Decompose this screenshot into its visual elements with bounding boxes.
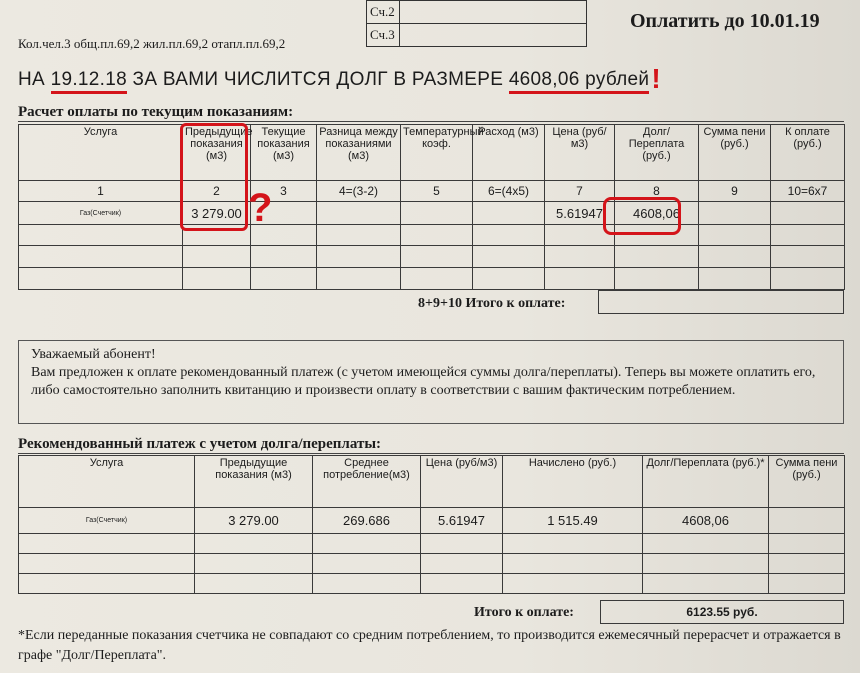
current-calc-table <box>18 124 845 290</box>
annotation-box-prev-reading <box>180 123 248 231</box>
debt-middle-text: ЗА ВАМИ ЧИСЛИТСЯ ДОЛГ В РАЗМЕРЕ <box>132 69 504 90</box>
table-row <box>19 246 845 268</box>
meter-label-3: Сч.3 <box>367 24 400 47</box>
current-calc-title: Расчет оплаты по текущим показаниям: <box>18 104 294 120</box>
header-row <box>19 125 845 181</box>
footnote: *Если переданные показания счетчика не совпадают со средним потреблением, то производится ежемесячный перерасчет и отражается в графе "Долг/Переплата". <box>18 628 841 663</box>
avg-consumption-cell: 269.686 <box>313 508 421 534</box>
col-header: Услуга <box>19 125 183 181</box>
penalty-cell <box>769 508 845 534</box>
meter-boxes <box>366 0 587 47</box>
col-number: 10=6x7 <box>771 181 845 202</box>
col-header: Сумма пени (руб.) <box>699 125 771 181</box>
col-header: Долг/Переплата (руб.)* <box>643 456 769 508</box>
household-info: Кол.чел.3 общ.пл.69,2 жил.пл.69,2 отапл.пл.69,2 <box>18 36 286 51</box>
col-header: Текущие показания (м3) <box>251 125 317 181</box>
recommended-title: Рекомендованный платеж с учетом долга/переплаты: <box>18 436 382 452</box>
col-header: Сумма пени (руб.) <box>769 456 845 508</box>
meter-label-2: Сч.2 <box>367 1 400 24</box>
recommended-table <box>18 455 845 594</box>
charged-cell: 1 515.49 <box>503 508 643 534</box>
col-number: 4=(3-2) <box>317 181 401 202</box>
question-mark-annotation: ? <box>248 186 273 230</box>
col-header: Долг/Переплата (руб.) <box>615 125 699 181</box>
debt-cell: 4608,06 <box>643 508 769 534</box>
col-header: Предыдущие показания (м3) <box>183 125 251 181</box>
col-header: Разница между показаниями (м3) <box>317 125 401 181</box>
table-row <box>19 534 845 554</box>
col-number: 7 <box>545 181 615 202</box>
col-header: Предыдущие показания (м3) <box>195 456 313 508</box>
debt-prefix: НА <box>18 69 45 90</box>
table-row <box>19 508 845 534</box>
col-header: К оплате (руб.) <box>771 125 845 181</box>
notice-body: Вам предложен к оплате рекомендованный платеж (с учетом имеющейся суммы долга/переплаты). Теперь вы можете оплатить его, либо самостоятельно заполнить квитанцию и произвести оплату в соответствии с вашим фактическим потреблением. <box>31 365 816 398</box>
column-number-row <box>19 181 845 202</box>
debt-statement <box>18 60 661 92</box>
current-total-label: 8+9+10 Итого к оплате: <box>418 296 566 311</box>
table-row <box>19 554 845 574</box>
col-number: 1 <box>19 181 183 202</box>
col-number: 8 <box>615 181 699 202</box>
prev-reading-cell: 3 279.00 <box>195 508 313 534</box>
col-header: Цена (руб/м3) <box>421 456 503 508</box>
temp-coef-cell <box>401 202 473 225</box>
table-row <box>19 202 845 225</box>
col-header: Начислено (руб.) <box>503 456 643 508</box>
col-number: 6=(4x5) <box>473 181 545 202</box>
table-row <box>19 225 845 246</box>
penalty-cell <box>699 202 771 225</box>
notice-box <box>18 340 844 424</box>
notice-greeting: Уважаемый абонент! <box>31 347 156 362</box>
meter-value-box-3 <box>400 24 587 47</box>
recommended-total-label: Итого к оплате: <box>474 605 574 620</box>
exclamation-mark: ! <box>651 63 661 94</box>
debt-cell: 4608,06 <box>615 202 699 225</box>
col-header: Температурный коэф. <box>401 125 473 181</box>
to-pay-cell <box>771 202 845 225</box>
difference-cell <box>317 202 401 225</box>
price-cell: 5.61947 <box>545 202 615 225</box>
section-divider <box>18 453 844 454</box>
section-divider <box>18 121 844 122</box>
service-cell: Газ(Счетчик) <box>19 508 195 534</box>
debt-date: 19.12.18 <box>51 69 127 94</box>
meter-value-box-2 <box>400 1 587 24</box>
col-number: 5 <box>401 181 473 202</box>
current-total-box <box>598 290 844 314</box>
col-number: 9 <box>699 181 771 202</box>
pay-by-date: Оплатить до 10.01.19 <box>630 10 820 32</box>
recommended-total-value: 6123.55 руб. <box>600 600 844 624</box>
col-number: 3 <box>251 181 317 202</box>
debt-amount: 4608,06 рублей <box>509 69 650 94</box>
col-header: Услуга <box>19 456 195 508</box>
annotation-box-debt <box>603 197 681 235</box>
header-row <box>19 456 845 508</box>
table-row <box>19 574 845 594</box>
col-header: Цена (руб/м3) <box>545 125 615 181</box>
prev-reading-cell: 3 279.00 <box>183 202 251 225</box>
table-row <box>19 268 845 290</box>
col-header: Расход (м3) <box>473 125 545 181</box>
col-header: Среднее потребление(м3) <box>313 456 421 508</box>
col-number: 2 <box>183 181 251 202</box>
service-cell: Газ(Счетчик) <box>19 202 183 225</box>
price-cell: 5.61947 <box>421 508 503 534</box>
consumption-cell <box>473 202 545 225</box>
